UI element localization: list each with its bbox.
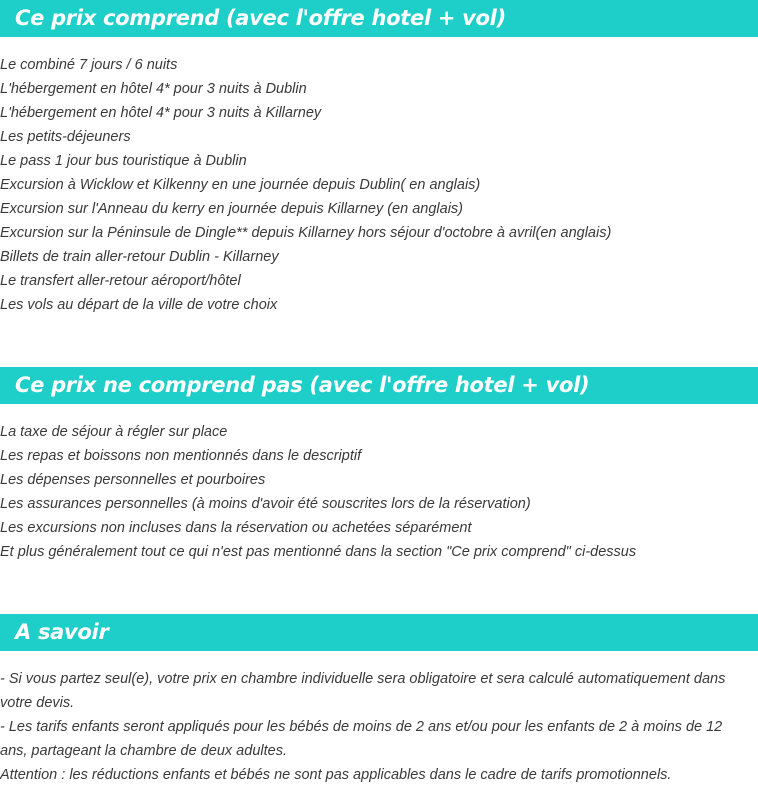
list-item: Les excursions non incluses dans la réservation ou achetées séparément: [0, 520, 472, 536]
list-item: Billets de train aller-retour Dublin - Killarney: [0, 249, 279, 265]
note-promo-warning: Attention : les réductions enfants et bébés ne sont pas applicables dans le cadre de tarifs promotionnels.: [0, 767, 672, 783]
list-item: La taxe de séjour à régler sur place: [0, 424, 228, 440]
list-item: Excursion sur l'Anneau du kerry en journée depuis Killarney (en anglais): [0, 201, 463, 217]
section-header-included: [0, 0, 758, 37]
list-item: Les vols au départ de la ville de votre choix: [0, 297, 278, 313]
list-item: Le transfert aller-retour aéroport/hôtel: [0, 273, 241, 289]
excluded-list: [0, 420, 758, 564]
section-title-excluded: Ce prix ne comprend pas (avec l'offre hotel + vol): [15, 373, 590, 397]
section-title-info: A savoir: [15, 620, 109, 644]
section-header-info: [0, 614, 758, 651]
list-item: Excursion à Wicklow et Kilkenny en une journée depuis Dublin( en anglais): [0, 177, 481, 193]
list-item: L'hébergement en hôtel 4* pour 3 nuits à Killarney: [0, 105, 322, 121]
section-title-included: Ce prix comprend (avec l'offre hotel + vol): [15, 6, 506, 30]
list-item: Les dépenses personnelles et pourboires: [0, 472, 266, 488]
list-item: Les petits-déjeuners: [0, 129, 131, 145]
list-item: Les repas et boissons non mentionnés dans le descriptif: [0, 448, 362, 464]
list-item: L'hébergement en hôtel 4* pour 3 nuits à Dublin: [0, 81, 307, 97]
list-item: Excursion sur la Péninsule de Dingle** depuis Killarney hors séjour d'octobre à avril(en anglais): [0, 225, 612, 241]
included-list: [0, 53, 758, 317]
list-item: Et plus généralement tout ce qui n'est pas mentionné dans la section "Ce prix comprend" ci-dessus: [0, 544, 637, 560]
note-solo-traveler: - Si vous partez seul(e), votre prix en chambre individuelle sera obligatoire et sera calculé automatiquement dans votre devis.: [0, 671, 726, 711]
note-child-rates: - Les tarifs enfants seront appliqués pour les bébés de moins de 2 ans et/ou pour les enfants de 2 à moins de 12 ans, partageant la chambre de deux adultes.: [0, 719, 723, 759]
section-header-excluded: [0, 367, 758, 404]
list-item: Le pass 1 jour bus touristique à Dublin: [0, 153, 247, 169]
list-item: Le combiné 7 jours / 6 nuits: [0, 57, 178, 73]
info-notes: [0, 667, 752, 787]
list-item: Les assurances personnelles (à moins d'avoir été souscrites lors de la réservation): [0, 496, 531, 512]
